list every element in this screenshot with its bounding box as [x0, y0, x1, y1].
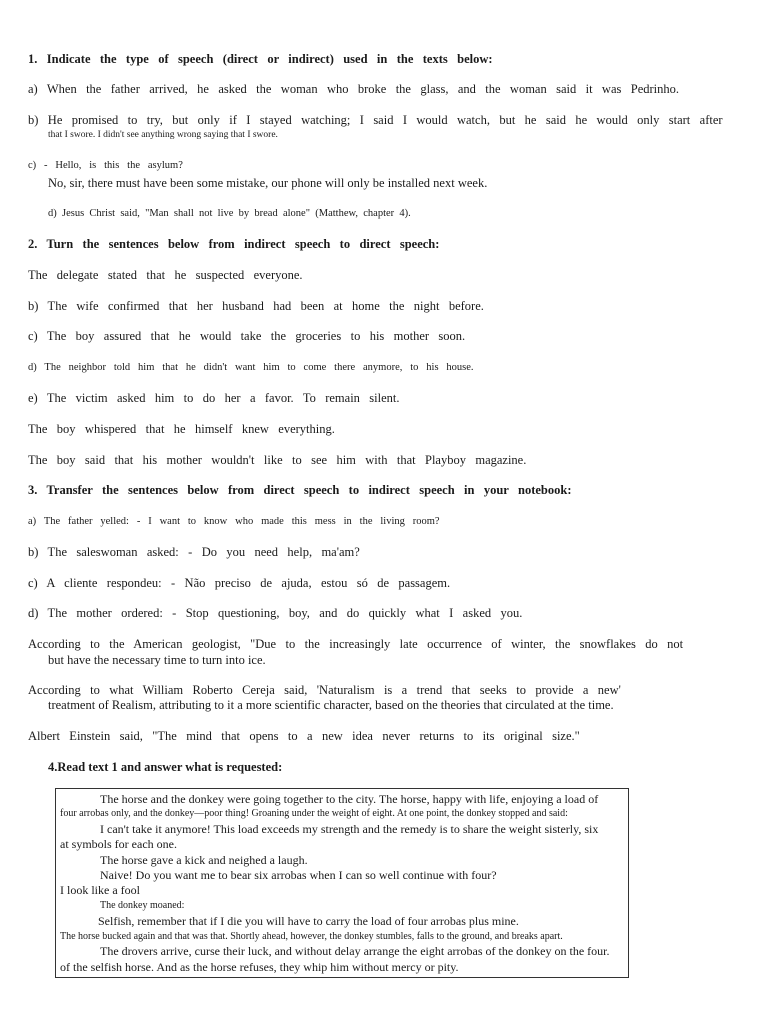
text1-line: of the selfish horse. And as the horse refuses, they whip him without mercy or pity. [60, 960, 459, 974]
text1-box [55, 788, 629, 978]
q3-item: b) The saleswoman asked: - Do you need help, ma'am? [28, 545, 360, 559]
text1-line: The horse bucked again and that was that. Shortly ahead, however, the donkey stumbles, falls to the ground, and breaks apart. [60, 931, 563, 942]
q1-heading: 1. Indicate the type of speech (direct or indirect) used in the texts below: [28, 52, 493, 66]
q3-cereja-line1: According to what William Roberto Cereja said, 'Naturalism is a trend that seeks to provide a new' [28, 683, 621, 697]
q1-item-a: a) When the father arrived, he asked the woman who broke the glass, and the woman said it was Pedrinho. [28, 82, 680, 96]
text1-line: Selfish, remember that if I die you will have to carry the load of four arrobas plus mine. [98, 914, 519, 928]
q3-item: a) The father yelled: - I want to know who made this mess in the living room? [28, 516, 440, 527]
q2-item: The delegate stated that he suspected everyone. [28, 268, 303, 282]
q2-heading: 2. Turn the sentences below from indirect speech to direct speech: [28, 237, 440, 251]
q3-cereja-line2: treatment of Realism, attributing to it a more scientific character, based on the theories that circulated at the time. [48, 698, 614, 712]
q1-item-d: d) Jesus Christ said, "Man shall not live by bread alone" (Matthew, chapter 4). [48, 208, 411, 219]
q3-heading: 3. Transfer the sentences below from direct speech to indirect speech in your notebook: [28, 483, 572, 497]
q1-item-c-line2: No, sir, there must have been some mistake, our phone will only be installed next week. [48, 176, 488, 190]
q3-geologist-line2: but have the necessary time to turn into ice. [48, 653, 266, 667]
q2-item: d) The neighbor told him that he didn't want him to come there anymore, to his house. [28, 362, 474, 373]
text1-line: I can't take it anymore! This load exceeds my strength and the remedy is to share the weight sisterly, six [100, 822, 599, 836]
text1-line: four arrobas only, and the donkey—poor thing! Groaning under the weight of eight. At one point, the donkey stopped and said: [60, 808, 568, 819]
q2-item: c) The boy assured that he would take the groceries to his mother soon. [28, 329, 466, 343]
q3-item: d) The mother ordered: - Stop questioning, boy, and do quickly what I asked you. [28, 606, 523, 620]
text1-line: The horse gave a kick and neighed a laugh. [100, 853, 308, 867]
q4-heading: 4.Read text 1 and answer what is requested: [48, 760, 283, 774]
text1-line: Naive! Do you want me to bear six arrobas when I can so well continue with four? [100, 868, 497, 882]
q2-item: The boy said that his mother wouldn't like to see him with that Playboy magazine. [28, 453, 527, 467]
q1-item-c-line1: c) - Hello, is this the asylum? [28, 160, 183, 171]
q2-item: The boy whispered that he himself knew everything. [28, 422, 335, 436]
q3-einstein: Albert Einstein said, "The mind that opens to a new idea never returns to its original size." [28, 729, 580, 743]
q2-item: e) The victim asked him to do her a favor. To remain silent. [28, 391, 400, 405]
q3-item: c) A cliente respondeu: - Não preciso de ajuda, estou só de passagem. [28, 576, 451, 590]
q2-item: b) The wife confirmed that her husband had been at home the night before. [28, 299, 484, 313]
text1-line: The horse and the donkey were going together to the city. The horse, happy with life, enjoying a load of [100, 792, 599, 806]
text1-line: at symbols for each one. [60, 837, 177, 851]
text1-line: I look like a fool [60, 883, 140, 897]
text1-line: The donkey moaned: [100, 900, 185, 911]
q1-item-b-line1: b) He promised to try, but only if I stayed watching; I said I would watch, but he said he would only start after [28, 113, 723, 127]
text1-line: The drovers arrive, curse their luck, and without delay arrange the eight arrobas of the donkey on the four. [100, 944, 610, 958]
q3-geologist-line1: According to the American geologist, "Due to the increasingly late occurrence of winter, the snowflakes do not [28, 637, 684, 651]
q1-item-b-line2: that I swore. I didn't see anything wrong saying that I swore. [48, 130, 278, 140]
